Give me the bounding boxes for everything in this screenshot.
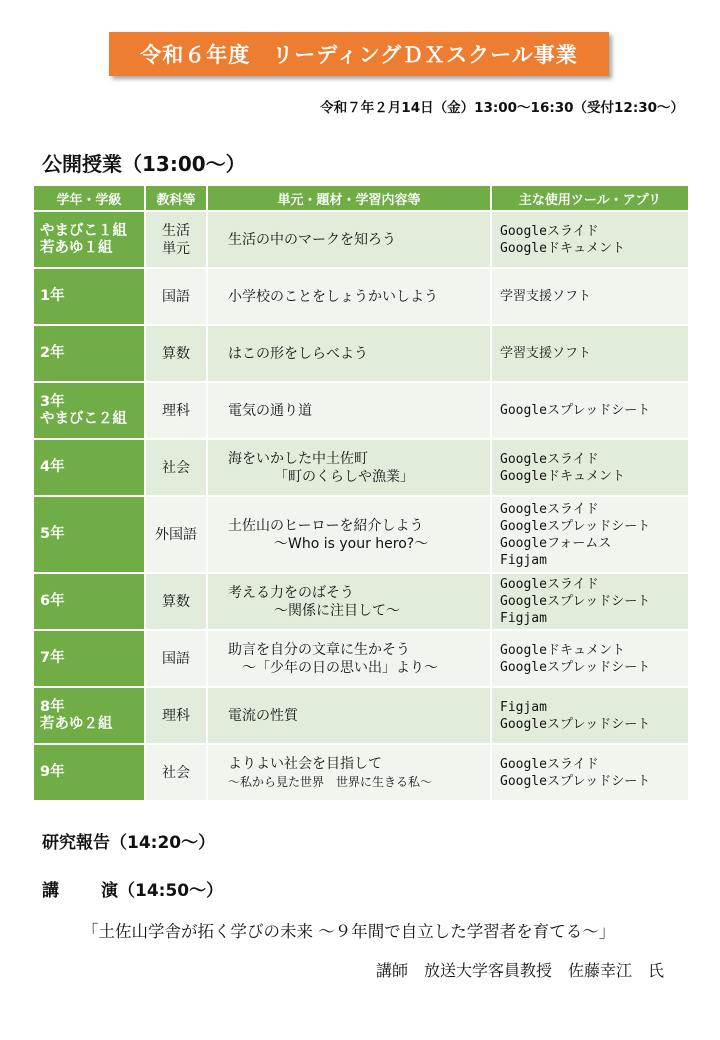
content-line: ～「少年の日の思い出」より～ bbox=[242, 659, 438, 676]
research-report-heading: 研究報告（14:20～） bbox=[42, 833, 216, 853]
tools-line: Googleスプレッドシート bbox=[500, 403, 651, 418]
tools-line: Googleスライド bbox=[500, 577, 599, 592]
table-row bbox=[33, 382, 689, 439]
table-row bbox=[33, 630, 689, 687]
subject-line: 理科 bbox=[162, 402, 190, 419]
grade-line: 6年 bbox=[40, 593, 65, 609]
grade-cell bbox=[33, 744, 145, 801]
grade-line: 3年 bbox=[40, 393, 65, 410]
tools-line: Googleスライド bbox=[500, 501, 599, 517]
subject-cell bbox=[145, 496, 207, 573]
grade-line: 7年 bbox=[40, 650, 65, 666]
tools-line: 学習支援ソフト bbox=[500, 346, 592, 361]
subject-line: 算数 bbox=[162, 593, 190, 610]
content-line: 生活の中のマークを知ろう bbox=[228, 231, 396, 248]
table-row bbox=[33, 496, 689, 573]
tools-line: 学習支援ソフト bbox=[500, 289, 592, 304]
content-line: 土佐山のヒーローを紹介しよう bbox=[228, 517, 424, 534]
subject-cell bbox=[145, 573, 207, 630]
grade-cell bbox=[33, 325, 145, 382]
subject-line: 生活 bbox=[162, 222, 190, 239]
tools-cell bbox=[491, 630, 689, 687]
tools-cell bbox=[491, 325, 689, 382]
subject-line: 算数 bbox=[162, 345, 190, 362]
tools-line: Googleスプレッドシート bbox=[500, 659, 651, 675]
open-class-title: 公開授業（13:00～） bbox=[42, 152, 246, 176]
table-row bbox=[33, 687, 689, 744]
schedule-table bbox=[32, 184, 690, 802]
content-cell bbox=[207, 211, 491, 268]
grade-cell bbox=[33, 268, 145, 325]
tools-line: Googleスプレッドシート bbox=[500, 716, 651, 732]
content-line: 電流の性質 bbox=[228, 707, 298, 724]
tools-cell bbox=[491, 496, 689, 573]
tools-line: Googleドキュメント bbox=[500, 468, 625, 484]
grade-cell bbox=[33, 211, 145, 268]
lecture-title: 「土佐山学舎が拓く学びの未来 ～９年間で自立した学習者を育てる～」 bbox=[82, 922, 616, 941]
lecture-label-1: 講 bbox=[42, 881, 59, 901]
header-tools: 主な使用ツール・アプリ bbox=[491, 185, 689, 211]
tools-cell bbox=[491, 382, 689, 439]
tools-line: Googleフォームス bbox=[500, 535, 612, 551]
grade-line: 若あゆ２組 bbox=[40, 715, 113, 732]
grade-cell bbox=[33, 382, 145, 439]
table-row bbox=[33, 439, 689, 496]
grade-line: 1年 bbox=[40, 288, 65, 304]
tools-line: Figjam bbox=[500, 611, 547, 626]
content-cell bbox=[207, 744, 491, 801]
grade-line: 4年 bbox=[40, 459, 65, 475]
tools-line: Figjam bbox=[500, 552, 547, 568]
subject-cell bbox=[145, 268, 207, 325]
content-line: 小学校のことをしょうかいしよう bbox=[228, 288, 438, 305]
subject-cell bbox=[145, 325, 207, 382]
content-cell bbox=[207, 496, 491, 573]
content-cell bbox=[207, 630, 491, 687]
tools-line: Googleスプレッドシート bbox=[500, 773, 651, 789]
grade-cell bbox=[33, 496, 145, 573]
subject-line: 国語 bbox=[162, 650, 190, 667]
grade-line: 若あゆ１組 bbox=[40, 239, 113, 256]
content-line: 海をいかした中土佐町 bbox=[228, 450, 368, 467]
content-line: ～Who is your hero?～ bbox=[274, 535, 429, 552]
grade-cell bbox=[33, 630, 145, 687]
table-header-row bbox=[33, 185, 689, 211]
table-row bbox=[33, 211, 689, 268]
tools-cell bbox=[491, 573, 689, 630]
tools-line: Googleスライド bbox=[500, 223, 599, 239]
content-cell bbox=[207, 687, 491, 744]
subject-line: 社会 bbox=[162, 459, 190, 476]
content-line: ～私から見た世界 世界に生きる私～ bbox=[228, 774, 433, 789]
grade-line: 8年 bbox=[40, 698, 65, 715]
table-row bbox=[33, 325, 689, 382]
content-line: 「町のくらしや漁業」 bbox=[274, 468, 414, 485]
content-line: 電気の通り道 bbox=[228, 402, 312, 419]
grade-cell bbox=[33, 573, 145, 630]
subject-line: 外国語 bbox=[155, 526, 197, 543]
header-subject: 教科等 bbox=[145, 185, 207, 211]
event-date: 令和７年２月14日（金）13:00～16:30（受付12:30～） bbox=[320, 100, 684, 116]
grade-cell bbox=[33, 687, 145, 744]
subject-cell bbox=[145, 744, 207, 801]
content-cell bbox=[207, 268, 491, 325]
subject-line: 社会 bbox=[162, 764, 190, 781]
lecturer-info: 講師 放送大学客員教授 佐藤幸江 氏 bbox=[375, 961, 664, 980]
tools-cell bbox=[491, 439, 689, 496]
grade-line: 9年 bbox=[40, 764, 65, 780]
tools-line: Googleドキュメント bbox=[500, 642, 625, 658]
subject-line: 理科 bbox=[162, 707, 190, 724]
table-row bbox=[33, 268, 689, 325]
table-row bbox=[33, 573, 689, 630]
tools-line: Googleスプレッドシート bbox=[500, 594, 651, 609]
grade-line: やまびこ１組 bbox=[40, 222, 127, 239]
subject-cell bbox=[145, 439, 207, 496]
tools-cell bbox=[491, 211, 689, 268]
tools-cell bbox=[491, 744, 689, 801]
subject-line: 単元 bbox=[162, 240, 190, 257]
content-cell bbox=[207, 325, 491, 382]
table-body bbox=[33, 211, 689, 801]
tools-line: Googleスライド bbox=[500, 451, 599, 467]
lecture-heading bbox=[42, 876, 223, 901]
content-line: よりよい社会を目指して bbox=[228, 755, 382, 772]
event-banner: 令和６年度 リーディングＤＸスクール事業 bbox=[109, 32, 609, 76]
content-line: 考える力をのばそう bbox=[228, 584, 354, 601]
content-line: はこの形をしらべよう bbox=[228, 345, 368, 362]
subject-line: 国語 bbox=[162, 288, 190, 305]
grade-cell bbox=[33, 439, 145, 496]
content-line: ～関係に注目して～ bbox=[274, 602, 400, 619]
tools-cell bbox=[491, 687, 689, 744]
table-row bbox=[33, 744, 689, 801]
grade-line: 2年 bbox=[40, 345, 65, 361]
lecture-label-2: 演（14:50～） bbox=[101, 881, 224, 901]
subject-cell bbox=[145, 687, 207, 744]
tools-line: Figjam bbox=[500, 699, 547, 715]
content-cell bbox=[207, 382, 491, 439]
subject-cell bbox=[145, 211, 207, 268]
subject-cell bbox=[145, 630, 207, 687]
grade-line: 5年 bbox=[40, 526, 65, 542]
header-content: 単元・題材・学習内容等 bbox=[207, 185, 491, 211]
content-cell bbox=[207, 573, 491, 630]
tools-line: Googleスライド bbox=[500, 756, 599, 772]
tools-line: Googleドキュメント bbox=[500, 240, 625, 256]
header-grade: 学年・学級 bbox=[33, 185, 145, 211]
grade-line: やまびこ２組 bbox=[40, 410, 127, 427]
tools-line: Googleスプレッドシート bbox=[500, 518, 651, 534]
tools-cell bbox=[491, 268, 689, 325]
content-line: 助言を自分の文章に生かそう bbox=[228, 641, 410, 658]
subject-cell bbox=[145, 382, 207, 439]
content-cell bbox=[207, 439, 491, 496]
